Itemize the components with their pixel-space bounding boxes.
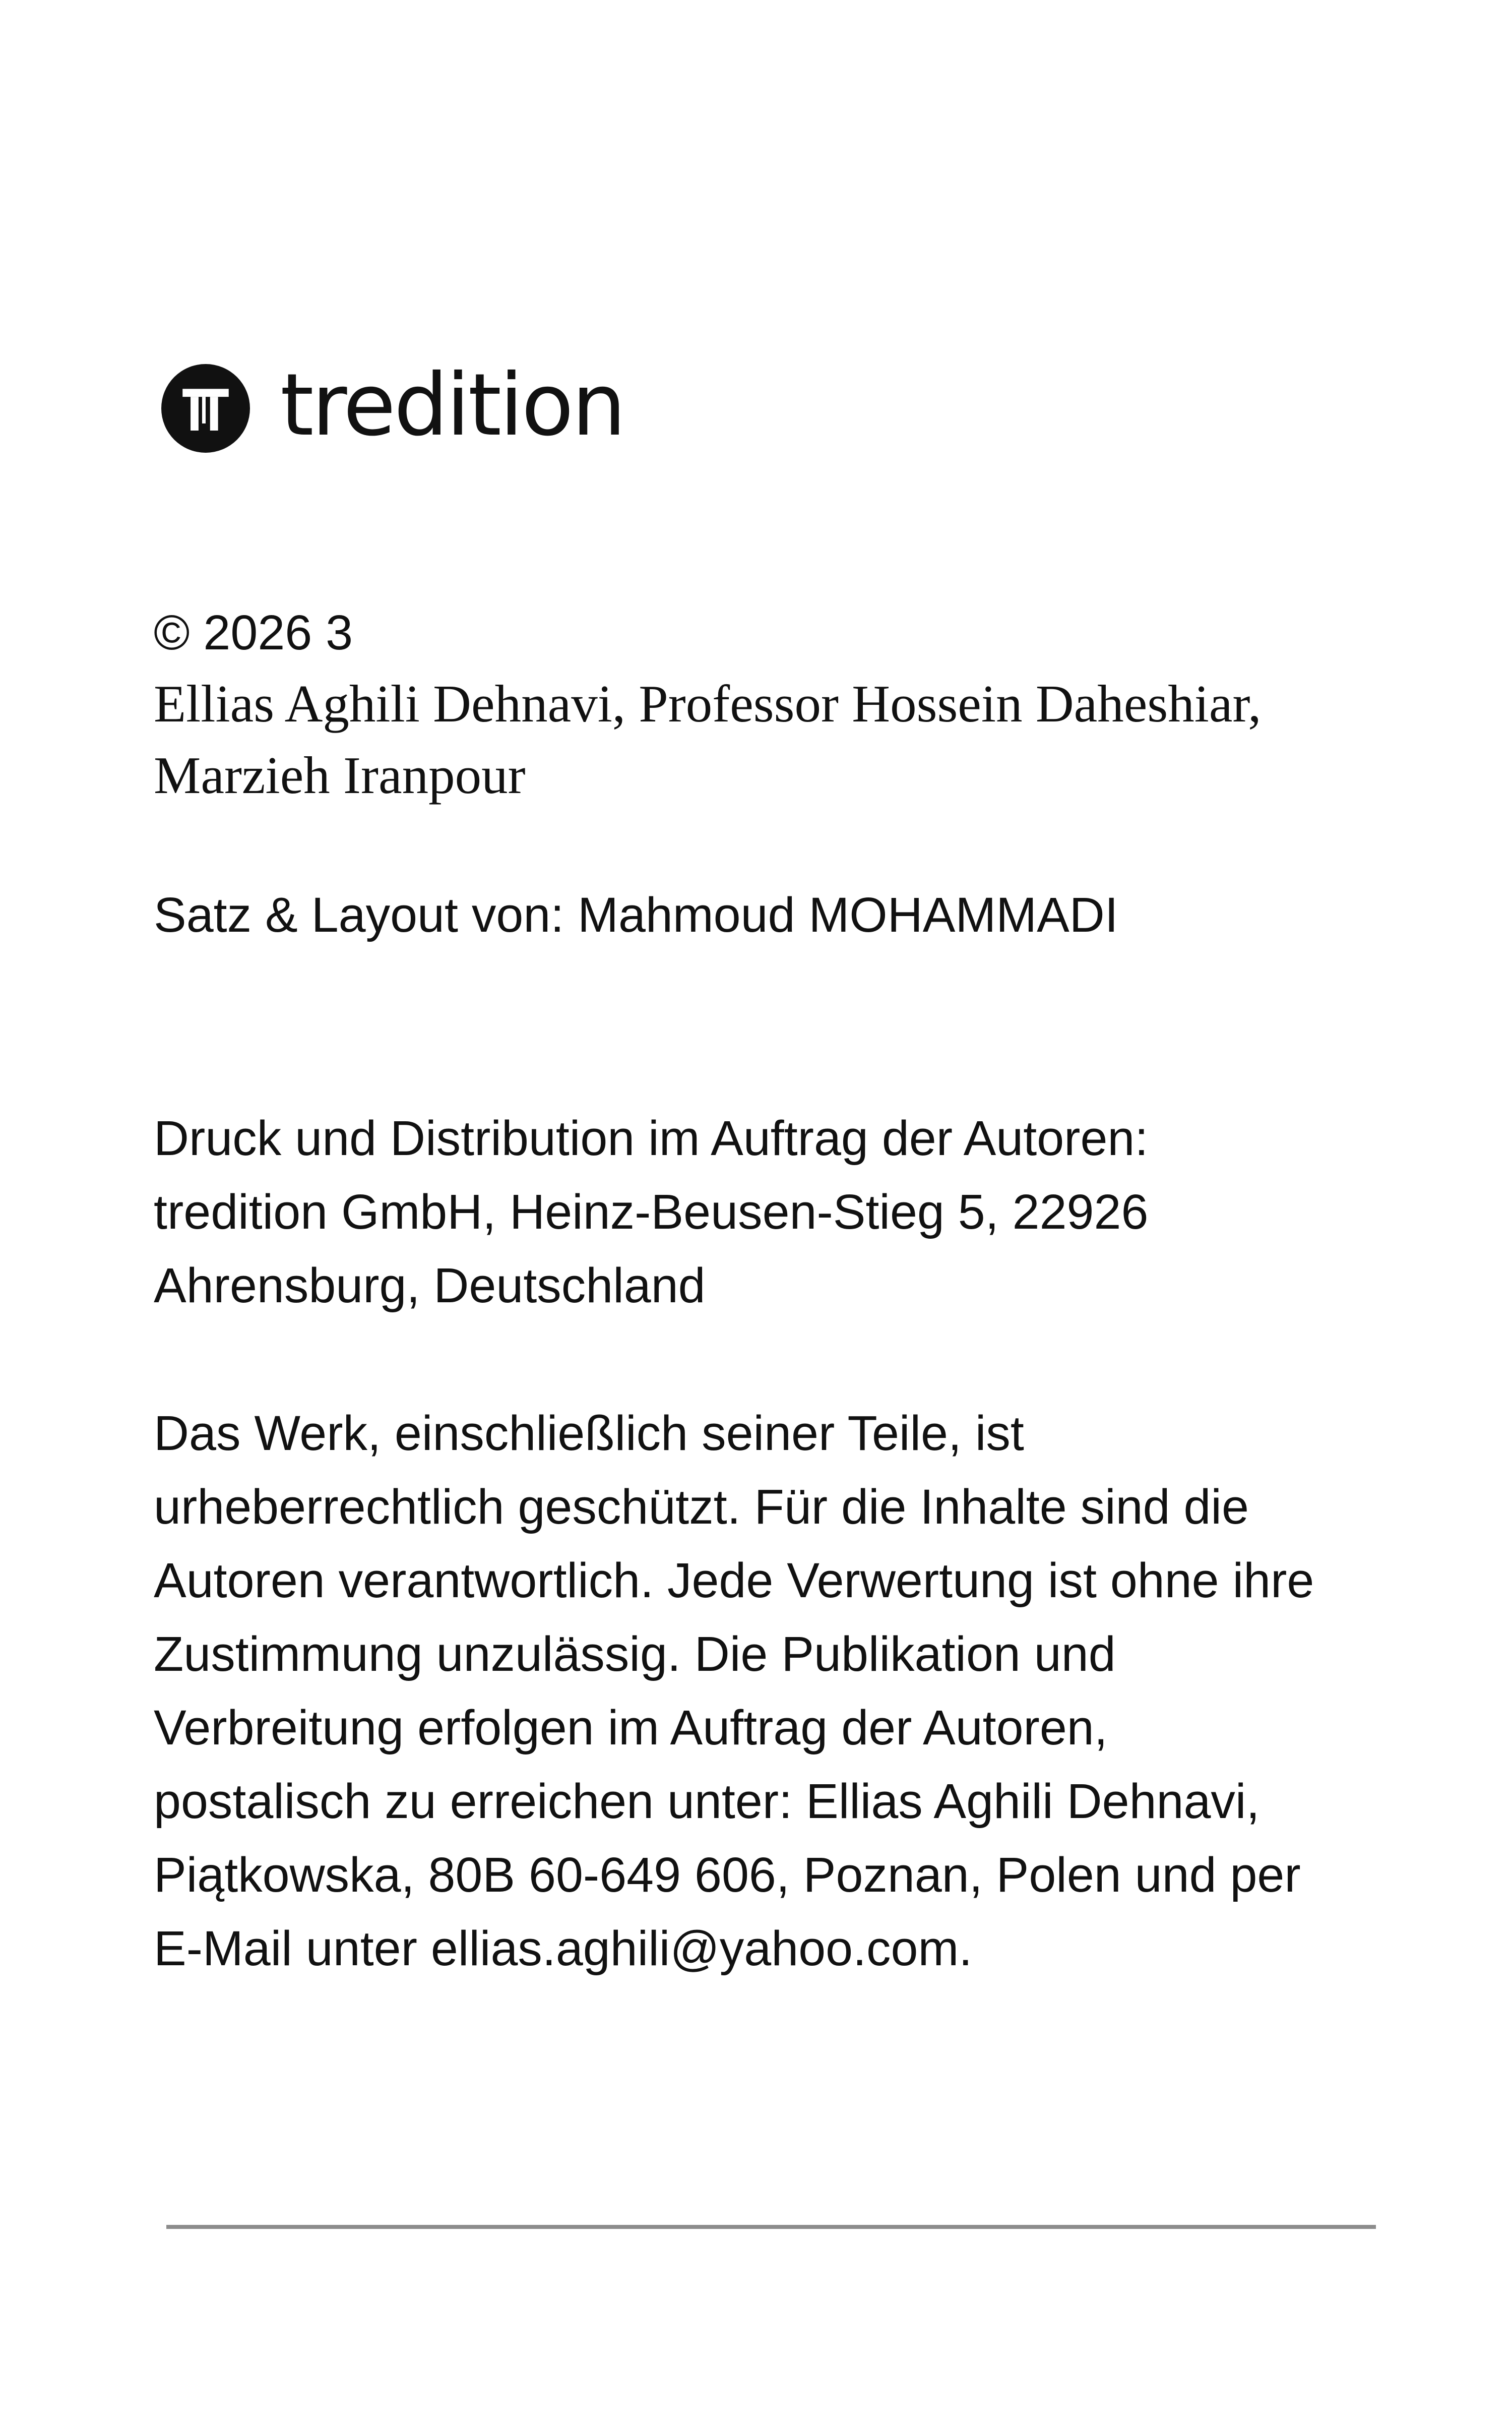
publisher-name: tredition — [280, 355, 624, 455]
copyright-line: © 2026 3 — [154, 605, 353, 660]
layout-credit-label: Satz & Layout von: — [154, 887, 578, 942]
authors: Ellias Aghili Dehnavi, Professor Hossein Daheshiar, Marzieh Iranpour — [154, 674, 1262, 805]
publisher-logo — [161, 355, 624, 455]
copyright-legal-notice: Das Werk, einschließlich seiner Teile, ist urheberrechtlich geschützt. Für die Inhalte sind die Autoren verantwortlich. Jede Verwertung ist ohne ihre Zustimmung unzulässig. Die Publikation und Verbreitung erfolgen im Auftrag der Autoren, postalisch zu erreichen unter: Ellias Aghili Dehnavi, Piątkowska, 80B 60-649 606, Poznan, Polen und per E-Mail unter ellias.aghili@yahoo.com. — [154, 1406, 1314, 1976]
tredition-logo-icon — [161, 364, 250, 453]
print-distribution-notice: Druck und Distribution im Auftrag der Autoren: tredition GmbH, Heinz-Beusen-Stieg 5, 22926 Ahrensburg, Deutschland — [154, 1111, 1149, 1313]
layout-credit — [154, 880, 1118, 950]
layout-credit-name: Mahmoud MOHAMMADI — [578, 887, 1118, 942]
copyright-block — [154, 597, 1414, 811]
divider-line — [166, 2225, 1376, 2229]
